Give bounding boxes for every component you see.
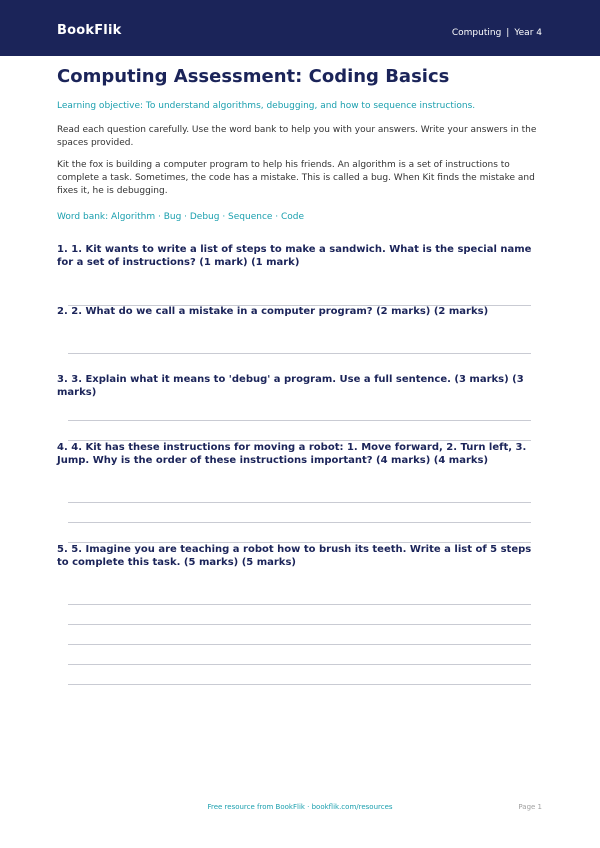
answer-line[interactable] [68,522,531,523]
question-4: 4. 4. Kit has these instructions for moving a robot: 1. Move forward, 2. Turn left, 3. Jump. Why is the order of these instructions important? (4 marks) (4 marks) [57,442,527,466]
answer-line[interactable] [68,420,531,421]
page-title: Computing Assessment: Coding Basics [57,66,450,87]
answer-line[interactable] [68,644,531,645]
intro-paragraph: Kit the fox is building a computer program to help his friends. An algorithm is a set of instructions to complete a task. Sometimes, the code has a mistake. This is called a bug. When Kit finds the mistake and fixes it, he is debugging. [57,160,535,196]
footer-credit: Free resource from BookFlik · bookflik.com/resources [207,803,393,811]
answer-line[interactable] [68,684,531,685]
brand-logo: BookFlik [57,23,122,38]
header-bar [0,0,600,56]
header-meta [452,28,542,38]
answer-line[interactable] [68,353,531,354]
question-1: 1. 1. Kit wants to write a list of steps to make a sandwich. What is the special name for a set of instructions? (1 mark) (1 mark) [57,244,532,268]
question-3: 3. 3. Explain what it means to 'debug' a program. Use a full sentence. (3 marks) (3 marks) [57,374,524,398]
page-number: Page 1 [518,803,542,811]
subject-label: Computing [451,28,502,38]
question-2: 2. 2. What do we call a mistake in a computer program? (2 marks) (2 marks) [57,306,489,317]
answer-line[interactable] [68,664,531,665]
instructions-paragraph: Read each question carefully. Use the word bank to help you with your answers. Write your answers in the spaces provided. [57,125,537,148]
answer-line[interactable] [68,502,531,503]
answer-line[interactable] [68,624,531,625]
question-5: 5. 5. Imagine you are teaching a robot how to brush its teeth. Write a list of 5 steps to complete this task. (5 marks) (5 marks) [57,544,532,568]
meta-separator: | [506,28,510,38]
year-label: Year 4 [514,28,542,38]
learning-objective: Learning objective: To understand algorithms, debugging, and how to sequence instructions. [57,101,476,111]
word-bank: Word bank: Algorithm · Bug · Debug · Sequence · Code [57,212,305,222]
answer-line[interactable] [68,604,531,605]
